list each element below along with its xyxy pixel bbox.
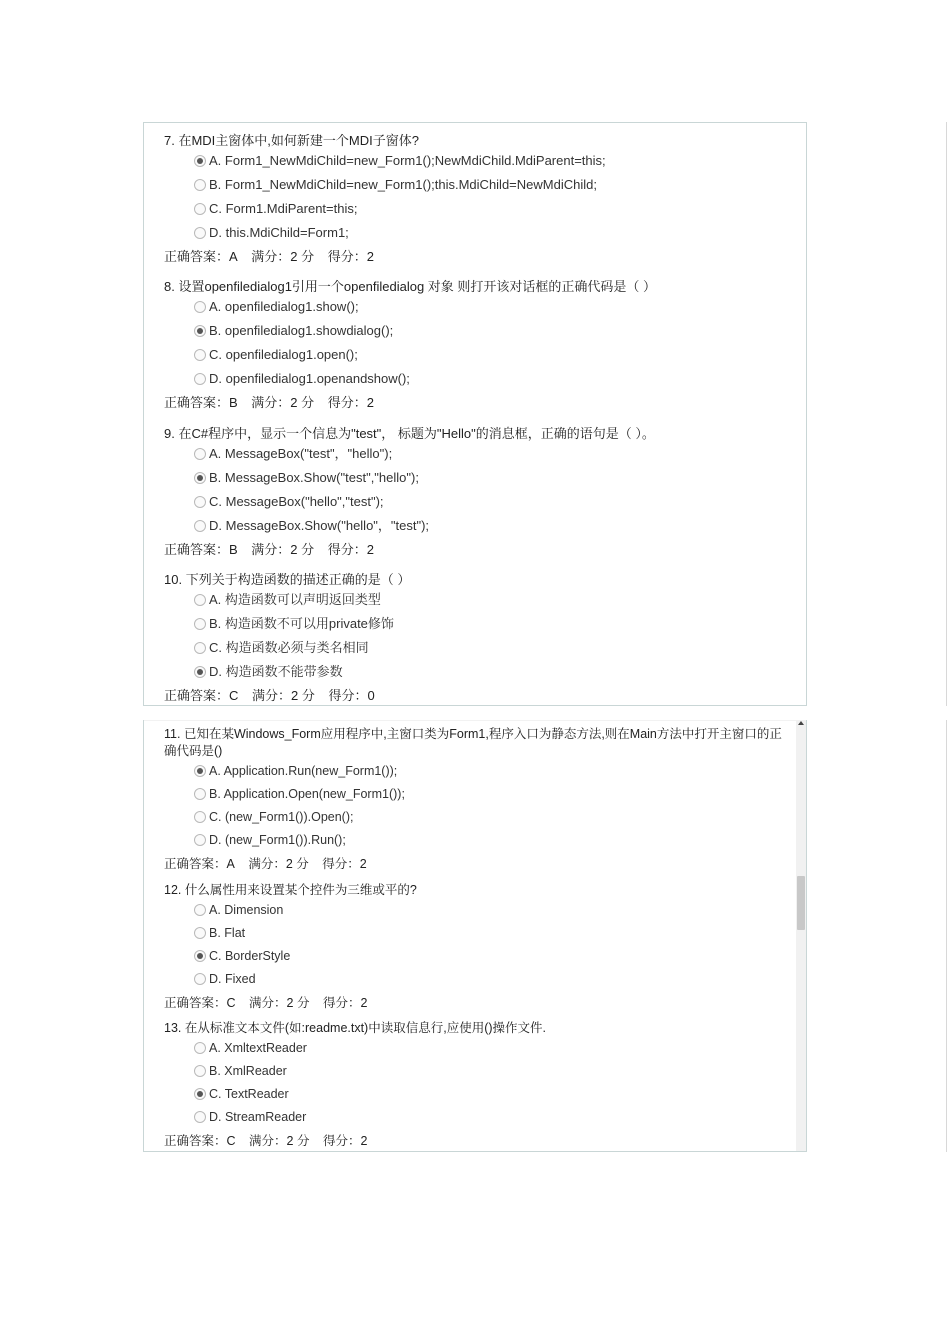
question-11 — [164, 726, 784, 874]
answer-line — [164, 247, 784, 267]
option-c[interactable] — [194, 636, 784, 660]
answer-line — [164, 1131, 784, 1151]
option-label: D. StreamReader — [209, 1110, 307, 1124]
question-7 — [164, 132, 784, 267]
radio-button[interactable] — [194, 765, 206, 777]
question-number: 8. — [164, 279, 175, 294]
radio-button[interactable] — [194, 1042, 206, 1054]
radio-button[interactable] — [194, 155, 206, 167]
option-label: D. (new_Form1()).Run(); — [209, 833, 346, 847]
option-c[interactable] — [194, 343, 784, 367]
answer-line — [164, 393, 784, 413]
radio-button[interactable] — [194, 973, 206, 985]
score: 得分：2 — [327, 249, 374, 264]
question-number: 11. — [164, 727, 181, 741]
option-label: C. BorderStyle — [209, 949, 291, 963]
option-b[interactable] — [194, 1060, 784, 1083]
question-number: 13. — [164, 1021, 182, 1035]
radio-button[interactable] — [194, 1088, 206, 1100]
radio-button[interactable] — [194, 1111, 206, 1123]
radio-button[interactable] — [194, 642, 206, 654]
question-title — [164, 882, 784, 899]
option-label: C. (new_Form1()).Open(); — [209, 810, 354, 824]
option-b[interactable] — [194, 173, 784, 197]
option-d[interactable] — [194, 1106, 784, 1129]
full-score: 满分：2 分 — [249, 1134, 310, 1148]
question-title — [164, 132, 784, 149]
question-title — [164, 278, 784, 295]
option-label: A. openfiledialog1.show(); — [209, 299, 359, 314]
question-title — [164, 726, 784, 760]
option-c[interactable] — [194, 490, 784, 514]
option-d[interactable] — [194, 367, 784, 391]
option-d[interactable] — [194, 514, 784, 538]
radio-button[interactable] — [194, 904, 206, 916]
radio-button[interactable] — [194, 834, 206, 846]
option-label: C. 构造函数必须与类名相同 — [209, 640, 369, 655]
page-edge-line-bottom — [946, 720, 947, 1152]
option-label: B. Flat — [209, 926, 246, 940]
radio-button[interactable] — [194, 227, 206, 239]
option-label: A. Application.Run(new_Form1()); — [209, 764, 398, 778]
radio-button[interactable] — [194, 950, 206, 962]
vertical-scrollbar[interactable] — [796, 720, 806, 1151]
option-label: B. 构造函数不可以用private修饰 — [209, 616, 394, 631]
correct-answer: 正确答案：C — [164, 996, 236, 1010]
page-edge-line-top — [946, 122, 947, 706]
question-text: 在C#程序中，显示一个信息为"test"， 标题为"Hello"的消息框，正确的语句是（ ）。 — [178, 426, 655, 441]
question-text: 下列关于构造函数的描述正确的是（ ） — [185, 572, 411, 587]
question-text: 什么属性用来设置某个控件为三维或平的? — [184, 883, 417, 897]
option-d[interactable] — [194, 660, 784, 684]
scrollbar-thumb[interactable] — [797, 876, 805, 930]
panel-top-edge — [144, 720, 806, 721]
quiz-panel-2 — [143, 720, 807, 1152]
option-a[interactable] — [194, 1037, 784, 1060]
option-label: B. XmlReader — [209, 1064, 287, 1078]
option-c[interactable] — [194, 945, 784, 968]
question-title — [164, 425, 784, 442]
option-label: D. Fixed — [209, 972, 256, 986]
radio-button[interactable] — [194, 520, 206, 532]
option-a[interactable] — [194, 295, 784, 319]
option-b[interactable] — [194, 319, 784, 343]
question-number: 12. — [164, 883, 182, 897]
answer-line — [164, 540, 784, 560]
option-label: D. this.MdiChild=Form1; — [209, 225, 349, 240]
correct-answer: 正确答案：B — [164, 542, 238, 557]
full-score: 满分：2 分 — [252, 688, 315, 703]
option-label: B. Form1_NewMdiChild=new_Form1();this.MdiChild=NewMdiChild; — [209, 177, 597, 192]
radio-button[interactable] — [194, 448, 206, 460]
question-8 — [164, 278, 784, 413]
full-score: 满分：2 分 — [248, 857, 309, 871]
question-number: 9. — [164, 426, 175, 441]
option-d[interactable] — [194, 829, 784, 852]
radio-button[interactable] — [194, 927, 206, 939]
radio-button[interactable] — [194, 618, 206, 630]
radio-button[interactable] — [194, 594, 206, 606]
radio-button[interactable] — [194, 349, 206, 361]
answer-line — [164, 854, 784, 874]
option-d[interactable] — [194, 221, 784, 245]
radio-button[interactable] — [194, 179, 206, 191]
option-label: C. TextReader — [209, 1087, 289, 1101]
option-label: A. Form1_NewMdiChild=new_Form1();NewMdiChild.MdiParent=this; — [209, 153, 606, 168]
correct-answer: 正确答案：C — [164, 1134, 236, 1148]
question-10 — [164, 571, 784, 706]
option-label: C. openfiledialog1.open(); — [209, 347, 358, 362]
option-label: A. MessageBox("test"，"hello"); — [209, 446, 393, 461]
question-text: 设置openfiledialog1引用一个openfiledialog 对象 则打开该对话框的正确代码是（ ） — [178, 279, 657, 294]
option-a[interactable] — [194, 442, 784, 466]
question-number: 10. — [164, 572, 183, 587]
question-title — [164, 1020, 784, 1037]
option-label: D. openfiledialog1.openandshow(); — [209, 371, 410, 386]
option-b[interactable] — [194, 922, 784, 945]
question-12 — [164, 882, 784, 1013]
question-number: 7. — [164, 133, 175, 148]
correct-answer: 正确答案：A — [164, 249, 238, 264]
correct-answer: 正确答案：A — [164, 857, 235, 871]
radio-button[interactable] — [194, 1065, 206, 1077]
option-c[interactable] — [194, 806, 784, 829]
scroll-up-arrow-icon[interactable] — [798, 721, 804, 725]
radio-button[interactable] — [194, 666, 206, 678]
option-d[interactable] — [194, 968, 784, 991]
option-label: B. MessageBox.Show("test","hello"); — [209, 470, 419, 485]
option-label: A. Dimension — [209, 903, 284, 917]
full-score: 满分：2 分 — [251, 542, 315, 557]
option-label: B. openfiledialog1.showdialog(); — [209, 323, 394, 338]
score: 得分：2 — [322, 1134, 368, 1148]
option-b[interactable] — [194, 612, 784, 636]
score: 得分：2 — [327, 542, 374, 557]
score: 得分：2 — [327, 395, 374, 410]
answer-line — [164, 993, 784, 1013]
option-c[interactable] — [194, 1083, 784, 1106]
option-a[interactable] — [194, 760, 784, 783]
option-label: D. 构造函数不能带参数 — [209, 664, 343, 679]
radio-button[interactable] — [194, 325, 206, 337]
quiz-panel-1 — [143, 122, 807, 706]
option-label: D. MessageBox.Show("hello"，"test"); — [209, 518, 430, 533]
option-label: C. Form1.MdiParent=this; — [209, 201, 358, 216]
option-a[interactable] — [194, 588, 784, 612]
score: 得分：2 — [322, 996, 368, 1010]
score: 得分：0 — [328, 688, 375, 703]
question-9 — [164, 425, 784, 560]
option-a[interactable] — [194, 149, 784, 173]
radio-button[interactable] — [194, 496, 206, 508]
option-label: B. Application.Open(new_Form1()); — [209, 787, 405, 801]
full-score: 满分：2 分 — [249, 996, 310, 1010]
option-a[interactable] — [194, 899, 784, 922]
option-label: C. MessageBox("hello","test"); — [209, 494, 384, 509]
question-text: 在从标准文本文件(如:readme.txt)中读取信息行,应使用()操作文件. — [184, 1021, 546, 1035]
full-score: 满分：2 分 — [251, 395, 315, 410]
radio-button[interactable] — [194, 301, 206, 313]
option-label: A. 构造函数可以声明返回类型 — [209, 592, 381, 607]
score: 得分：2 — [322, 857, 367, 871]
radio-button[interactable] — [194, 203, 206, 215]
correct-answer: 正确答案：B — [164, 395, 238, 410]
radio-button[interactable] — [194, 472, 206, 484]
full-score: 满分：2 分 — [251, 249, 315, 264]
question-text: 在MDI主窗体中,如何新建一个MDI子窗体? — [178, 133, 419, 148]
radio-button[interactable] — [194, 811, 206, 823]
correct-answer: 正确答案：C — [164, 688, 239, 703]
question-text: 已知在某Windows_Form应用程序中,主窗口类为Form1,程序入口为静态方法,则在Main方法中打开主窗口的正确代码是() — [164, 727, 782, 758]
radio-button[interactable] — [194, 788, 206, 800]
radio-button[interactable] — [194, 373, 206, 385]
question-13 — [164, 1020, 784, 1151]
option-c[interactable] — [194, 197, 784, 221]
answer-line — [164, 686, 784, 706]
question-title — [164, 571, 784, 588]
option-b[interactable] — [194, 783, 784, 806]
option-label: A. XmltextReader — [209, 1041, 307, 1055]
option-b[interactable] — [194, 466, 784, 490]
